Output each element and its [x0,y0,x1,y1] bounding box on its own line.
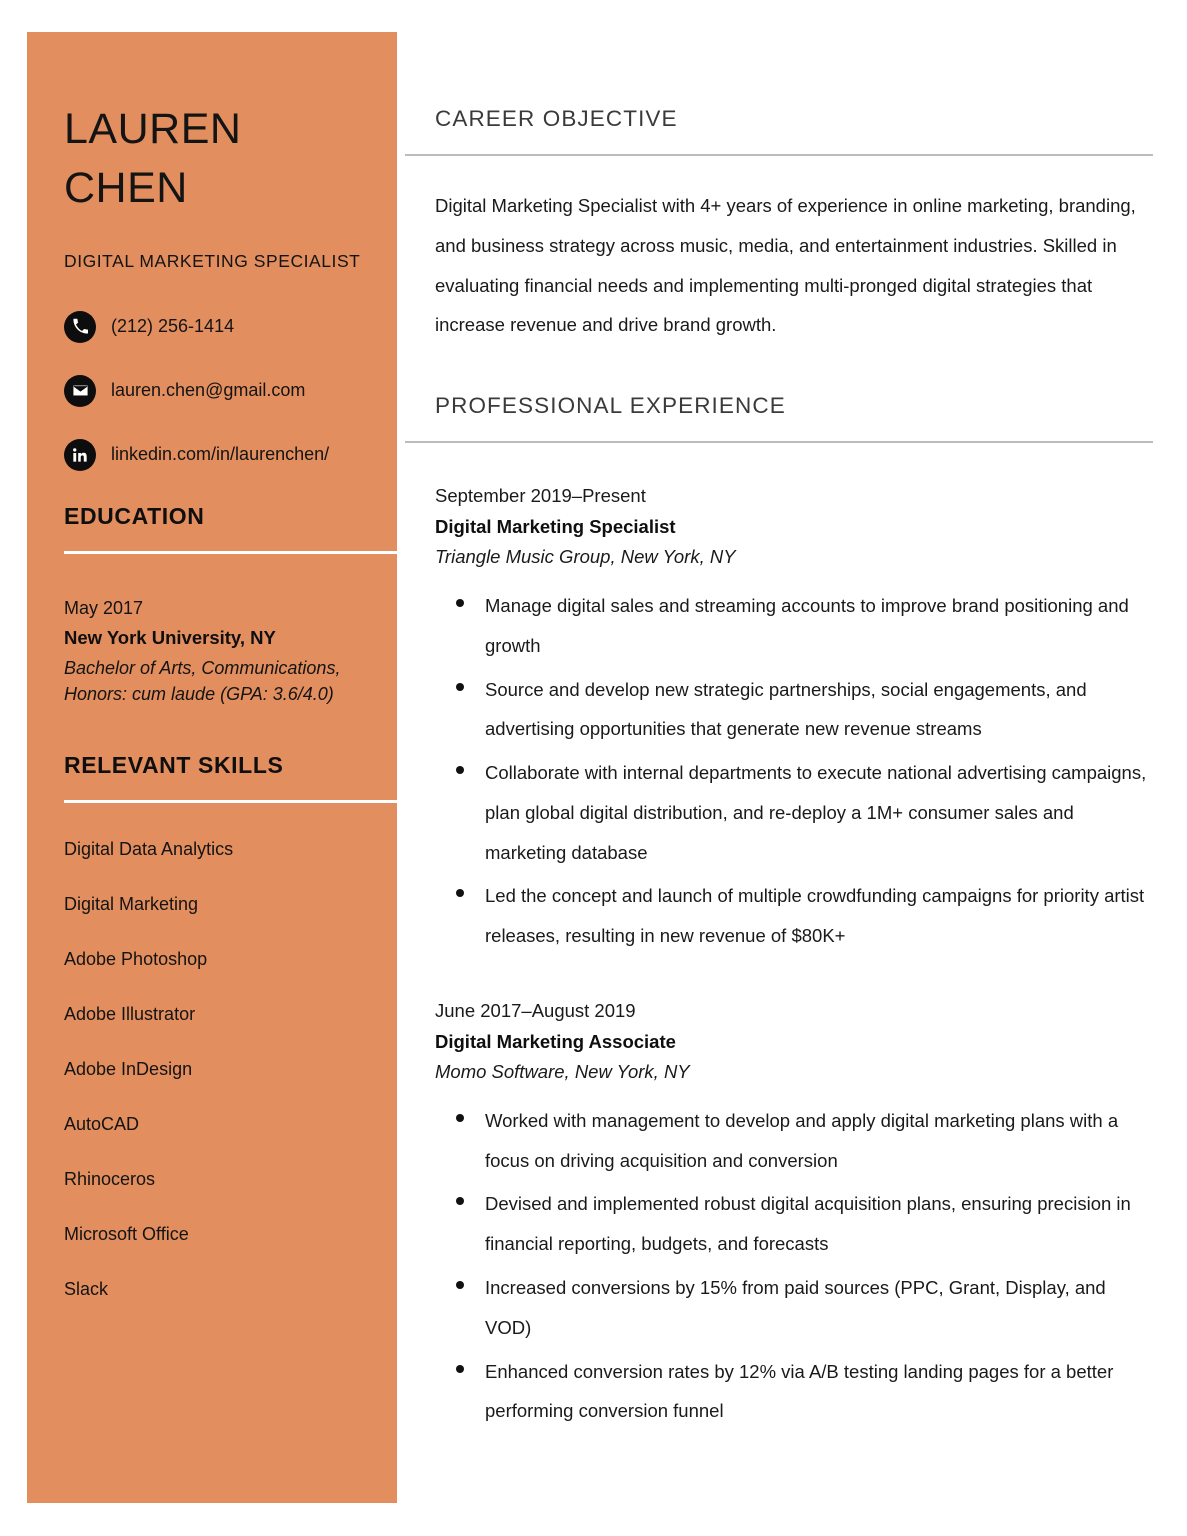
job-entry [435,1000,1153,1431]
bullet-text: Manage digital sales and streaming accounts to improve brand positioning and growth [485,595,1129,656]
education-heading: EDUCATION [64,502,205,529]
headline-job-title: DIGITAL MARKETING SPECIALIST [64,250,361,271]
bullet-text: Devised and implemented robust digital acquisition plans, ensuring precision in financial reporting, budgets, and forecasts [485,1193,1131,1255]
contact-list [64,311,397,471]
job-company: Triangle Music Group, New York, NY [435,546,736,568]
bullet-item [449,1101,1149,1181]
professional-experience-heading: PROFESSIONAL EXPERIENCE [435,393,786,419]
skills-heading: RELEVANT SKILLS [64,751,284,778]
sidebar [27,32,397,1503]
bullet-dot-icon [456,766,464,774]
last-name: CHEN [64,164,188,213]
skill-item: Adobe Photoshop [64,948,208,969]
bullet-item [449,670,1149,750]
linkedin-icon [64,439,96,471]
contact-item-linkedin[interactable] [64,439,397,471]
bullet-dot-icon [456,683,464,691]
first-name: LAUREN [64,105,242,153]
bullet-item [449,1352,1149,1432]
skills-section [64,752,397,1300]
job-entry [435,485,1153,956]
job-date: June 2017–August 2019 [435,999,636,1021]
skill-item: AutoCAD [64,1113,140,1134]
bullet-text: Worked with management to develop and apply digital marketing plans with a focus on driving acquisition and conversion [485,1109,1119,1171]
main-content [405,32,1153,1435]
bullet-text: Source and develop new strategic partnerships, social engagements, and advertising opportunities that generate new revenue streams [485,678,1087,740]
skills-divider [64,800,412,803]
contact-item-phone[interactable] [64,311,397,343]
bullet-item [449,1268,1149,1348]
education-entry [64,598,397,707]
bullet-item [449,586,1149,666]
email-text: lauren.chen@gmail.com [111,380,306,401]
bullet-text: Collaborate with internal departments to execute national advertising campaigns, plan global digital distribution, and re-deploy a 1M+ consumer sales and marketing database [485,762,1147,863]
skills-list [64,839,397,1300]
bullet-dot-icon [456,1114,464,1122]
bullet-dot-icon [456,1365,464,1373]
job-bullets [449,1101,1153,1431]
bullet-item [449,1184,1149,1264]
education-degree: Bachelor of Arts, Communications, Honors: cum laude (GPA: 3.6/4.0) [64,657,341,704]
skill-item: Digital Marketing [64,893,199,914]
bullet-dot-icon [456,599,464,607]
career-objective-divider [405,154,1153,156]
job-bullets [449,586,1153,956]
bullet-item [449,876,1149,956]
education-divider [64,551,412,554]
skill-item: Microsoft Office [64,1223,189,1244]
skill-item: Digital Data Analytics [64,838,234,859]
bullet-text: Increased conversions by 15% from paid sources (PPC, Grant, Display, and VOD) [485,1277,1106,1338]
skill-item: Adobe Illustrator [64,1003,196,1024]
job-date: September 2019–Present [435,485,646,507]
job-role: Digital Marketing Associate [435,1030,676,1052]
linkedin-text: linkedin.com/in/laurenchen/ [111,444,330,465]
bullet-text: Led the concept and launch of multiple crowdfunding campaigns for priority artist releases, resulting in new revenue of $80K+ [485,885,1145,947]
career-objective-heading: CAREER OBJECTIVE [435,106,678,131]
bullet-item [449,753,1149,872]
phone-text: (212) 256-1414 [111,316,235,337]
bullet-dot-icon [456,1281,464,1289]
bullet-text: Enhanced conversion rates by 12% via A/B testing landing pages for a better performing conversion funnel [485,1360,1114,1422]
education-section [64,503,397,707]
skill-item: Adobe InDesign [64,1058,193,1079]
email-icon [64,375,96,407]
contact-item-email[interactable] [64,375,397,407]
bullet-dot-icon [456,1197,464,1205]
career-objective-section [405,106,1153,345]
job-role: Digital Marketing Specialist [435,516,676,538]
career-objective-text: Digital Marketing Specialist with 4+ years of experience in online marketing, branding, and business strategy across music, media, and entertainment industries. Skilled in evaluating financial needs and implementing multi-pronged digital strategies that increase revenue and drive brand growth. [435,195,1136,336]
skill-item: Slack [64,1278,109,1299]
name-block [27,32,397,219]
education-date: May 2017 [64,597,144,618]
professional-experience-divider [405,441,1153,443]
job-company: Momo Software, New York, NY [435,1060,690,1082]
bullet-dot-icon [456,889,464,897]
skill-item: Rhinoceros [64,1168,156,1189]
education-school: New York University, NY [64,626,276,648]
professional-experience-section [405,393,1153,1431]
phone-icon [64,311,96,343]
